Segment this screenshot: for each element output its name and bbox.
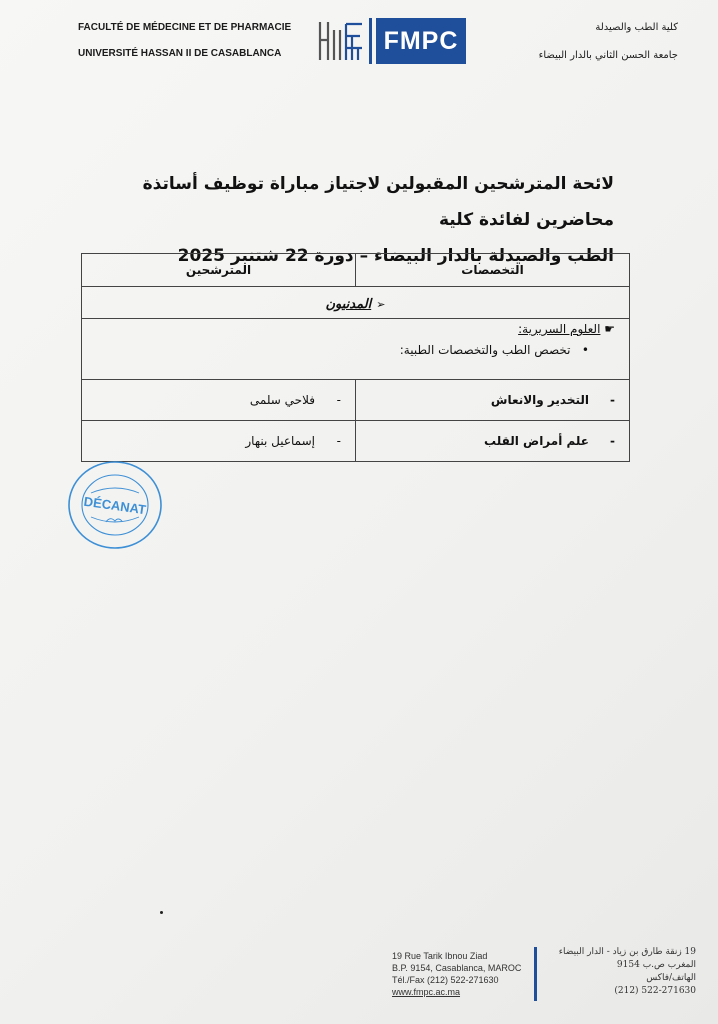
footer-address-fr: [392, 950, 521, 998]
logo-text: FMPC: [376, 18, 466, 64]
table-row: [82, 421, 630, 462]
field-row: [82, 319, 630, 380]
subfield-label: تخصص الطب والتخصصات الطبية:: [399, 343, 571, 357]
logo-divider: [369, 18, 372, 64]
candidates-table: [81, 253, 630, 462]
bullet-icon: •: [581, 343, 589, 357]
table-header-row: [82, 254, 630, 287]
footer-address-ar: [559, 946, 696, 998]
fmpc-logo: [316, 16, 466, 68]
footer-po-box-fr: B.P. 9154, Casablanca, MAROC: [392, 963, 522, 973]
header-candidates: المترشحين: [82, 254, 356, 287]
title-line-2: الطب والصيدلة بالدار البيضاء – دورة 22 شتنبر 2025: [177, 246, 614, 266]
footer-po-box-ar: المغرب ص.ب 9154: [616, 960, 696, 970]
dash-icon: -: [610, 434, 615, 448]
decanat-stamp-icon: [66, 459, 164, 551]
university-name-ar: جامعة الحسن الثاني بالدار البيضاء: [538, 50, 678, 61]
field-line: [96, 319, 615, 339]
pointing-hand-icon: ☛: [604, 322, 615, 336]
header-french: [78, 15, 291, 67]
footer-phone-fr: Tél./Fax (212) 522-271630: [392, 975, 499, 985]
university-emblem-icon: [316, 16, 366, 66]
group-cell: [82, 287, 630, 319]
footer-street-ar: 19 زنقة طارق بن زياد - الدار البيضاء: [558, 947, 696, 957]
faculty-name-ar: كلية الطب والصيدلة: [595, 22, 678, 33]
field-cell: [82, 319, 630, 380]
candidate-cell: [82, 380, 356, 421]
arrow-bullet-icon: ➢: [376, 298, 386, 311]
candidate-cell: [82, 421, 356, 462]
title-line-1: لائحة المترشحين المقبولين لاجتياز مباراة توظيف أساتذة محاضرين لفائدة كلية: [142, 174, 614, 230]
candidate-name: فلاحي سلمى: [249, 393, 315, 407]
field-label: العلوم السريرية:: [518, 322, 601, 336]
specialty-cell: [356, 421, 630, 462]
footer-street-fr: 19 Rue Tarik Ibnou Ziad: [392, 951, 488, 961]
footer-phone-ar: (212) 522-271630: [614, 986, 696, 996]
table-row: [82, 380, 630, 421]
footer-divider: [534, 947, 537, 1001]
dash-icon: -: [610, 393, 615, 407]
candidate-name: إسماعيل بنهار: [245, 434, 315, 448]
specialty-name: علم أمراض القلب: [484, 434, 589, 448]
stray-dot: [160, 911, 163, 914]
footer-phone-label-ar: الهاتف/فاكس: [646, 973, 696, 983]
dash-icon: -: [336, 393, 341, 407]
faculty-name-fr: FACULTÉ DE MÉDECINE ET DE PHARMACIE: [78, 22, 292, 33]
header-arabic: [539, 14, 678, 70]
group-row: [82, 287, 630, 319]
subfield-line: [96, 339, 615, 361]
specialty-cell: [356, 380, 630, 421]
dash-icon: -: [336, 434, 341, 448]
group-label: المدنيون: [325, 297, 372, 312]
stamp-text: DÉCANAT: [82, 493, 147, 518]
university-name-fr: UNIVERSITÉ HASSAN II DE CASABLANCA: [78, 48, 282, 59]
header-specialty: التخصصات: [356, 254, 630, 287]
specialty-name: التخدير والانعاش: [490, 393, 589, 407]
footer-website[interactable]: www.fmpc.ac.ma: [392, 987, 461, 997]
